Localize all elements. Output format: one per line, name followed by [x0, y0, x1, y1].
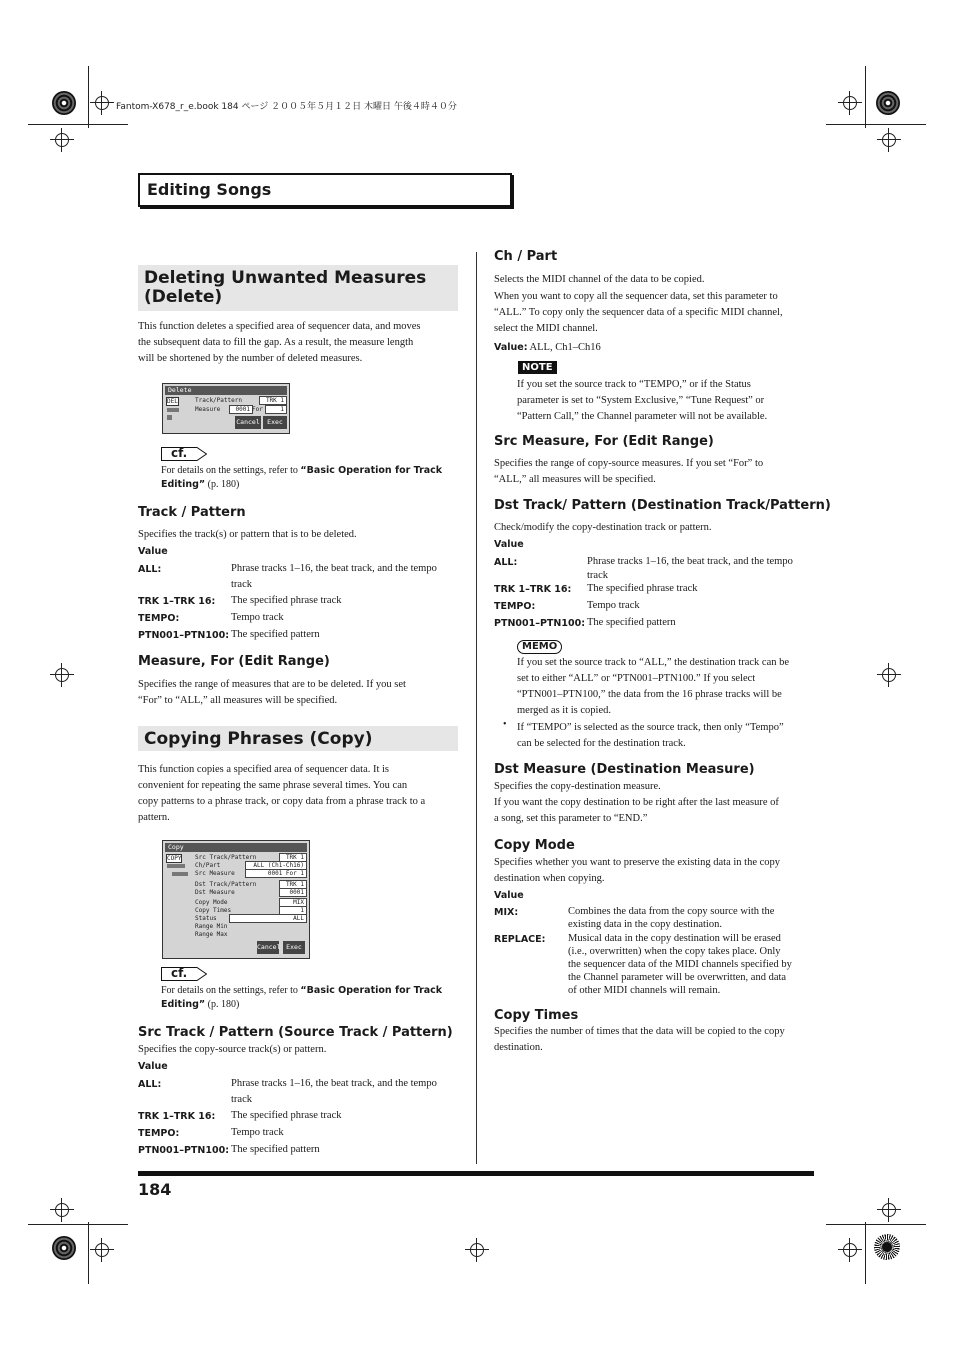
copy-times-heading: Copy Times [494, 1008, 579, 1023]
screen-row-label: Dst Measure [195, 889, 235, 896]
value-key: REPLACE: [494, 934, 546, 945]
text-line: of other MIDI channels will remain. [568, 985, 721, 996]
value-key: TEMPO: [138, 1128, 180, 1139]
text-line: Musical data in the copy destination will be erased [568, 933, 781, 944]
cf-link-text: Editing” [161, 479, 206, 490]
text-line: merged as it is copied. [517, 705, 611, 716]
text-line: If “TEMPO” is selected as the source track, then only “Tempo” [517, 722, 784, 733]
value-key: ALL: [494, 557, 518, 568]
screen-row-label: Track/Pattern [195, 397, 242, 404]
track-pattern-desc: Specifies the track(s) or pattern that is to be deleted. [138, 529, 357, 540]
track-pattern-heading: Track / Pattern [138, 505, 246, 520]
dst-track-desc: Check/modify the copy-destination track or pattern. [494, 522, 712, 533]
registration-mark-icon [55, 668, 69, 682]
registration-mark-icon [843, 1243, 857, 1257]
screen-side-tab [167, 408, 179, 412]
text-line: track [231, 1094, 252, 1105]
text-line: select the MIDI channel. [494, 323, 598, 334]
text-line: “For” to “ALL,” all measures will be specified. [138, 695, 338, 706]
text-line: track [231, 579, 252, 590]
text-line: parameter is set to “System Exclusive,” “Tune Request” or [517, 395, 765, 406]
cf-prefix: For details on the settings, refer to [161, 985, 301, 996]
text-line: “PTN001–PTN100,” the data from the 16 phrase tracks will be [517, 689, 782, 700]
screen-row-label: Src Measure [195, 870, 235, 877]
src-track-desc: Specifies the copy-source track(s) or pattern. [138, 1044, 327, 1055]
value-desc: The specified phrase track [231, 595, 342, 606]
screen-row-label: Status [195, 915, 217, 922]
text-line: Phrase tracks 1–16, the beat track, and the tempo [231, 1078, 437, 1089]
text-line: destination when copying. [494, 873, 605, 884]
heading-line: (Delete) [144, 287, 223, 307]
screen-row-value: 0001 [279, 888, 307, 897]
section-heading-copy [138, 726, 458, 751]
registration-mark-icon [95, 1243, 109, 1257]
screen-title: Delete [165, 386, 287, 395]
text-line: can be selected for the destination track. [517, 738, 686, 749]
text-line: Specifies the range of copy-source measures. If you set “For” to [494, 458, 764, 469]
text-line: the Channel parameter will be overwritten, and data [568, 972, 787, 983]
value-key: TRK 1–TRK 16: [494, 584, 572, 595]
screen-row-value: ALL [229, 914, 307, 923]
registration-disc-icon [52, 1236, 76, 1260]
value-desc [231, 1077, 437, 1107]
registration-mark-icon [882, 1203, 896, 1217]
crop-line [826, 1224, 926, 1225]
text-line: pattern. [138, 812, 170, 823]
copy-times-desc [494, 1024, 816, 1056]
cf-link-text: “Basic Operation for Track [300, 465, 443, 476]
text-line: Phrase tracks 1–16, the beat track, and the tempo [587, 556, 793, 567]
text-line: “ALL.” To copy only the sequencer data of a specific MIDI channel, [494, 307, 783, 318]
mix-desc [568, 905, 818, 931]
screen-exec-button: Exec [283, 941, 305, 954]
crop-line [826, 124, 926, 125]
text-line: a song, set this parameter to “END.” [494, 813, 648, 824]
text-line: “Pattern Call,” the Channel parameter will not be available. [517, 411, 768, 422]
value-desc: Tempo track [231, 612, 284, 623]
screen-exec-button: Exec [263, 416, 287, 429]
heading-line: Deleting Unwanted Measures [144, 268, 427, 288]
dst-measure-desc [494, 779, 816, 827]
section-heading-delete [138, 265, 458, 311]
copy-mode-heading: Copy Mode [494, 838, 575, 853]
bullet-icon: • [503, 719, 507, 730]
text-line: When you want to copy all the sequencer data, set this parameter to [494, 291, 778, 302]
cf-link-text: “Basic Operation for Track [300, 985, 443, 996]
crop-line [28, 124, 128, 125]
crop-line [88, 66, 89, 128]
text-line: convenient for repeating the same phrase several times. You can [138, 780, 408, 791]
dst-track-heading: Dst Track/ Pattern (Destination Track/Pattern) [494, 498, 831, 513]
crop-line [28, 1224, 128, 1225]
value-label: Value: [494, 342, 528, 353]
text-line: This function deletes a specified area of sequencer data, and moves [138, 321, 421, 332]
text-line: existing data in the copy destination. [568, 919, 722, 930]
screen-row-label: Dst Track/Pattern [195, 881, 257, 888]
value-key: MIX: [494, 907, 519, 918]
cf-prefix: For details on the settings, refer to [161, 465, 301, 476]
value-key: TEMPO: [138, 613, 180, 624]
text-line: “ALL,” all measures will be specified. [494, 474, 656, 485]
screen-side-label: COPY [167, 855, 182, 862]
chapter-header [138, 173, 512, 207]
value-desc: The specified pattern [231, 629, 320, 640]
text-line: set to either “ALL” or “PTN001–PTN100.” If you select [517, 673, 756, 684]
copy-intro [138, 762, 460, 826]
value-label: Value [138, 1061, 168, 1072]
screen-side-tab [172, 872, 188, 876]
screen-row-label: Range Min [195, 923, 228, 930]
text-line: This function copies a specified area of sequencer data. It is [138, 764, 390, 775]
replace-desc [568, 932, 818, 997]
screen-row-value: ALL (Ch1-Ch16) [245, 861, 307, 870]
screen-row-value: 1 [265, 405, 287, 414]
text-line: track [587, 570, 608, 581]
delete-intro [138, 319, 460, 367]
memo-bullet-text [517, 720, 817, 752]
value-label: Value [138, 546, 168, 557]
screen-row-label: Copy Mode [195, 899, 228, 906]
crop-line [88, 1222, 89, 1284]
ch-part-heading: Ch / Part [494, 249, 558, 264]
value-desc [587, 555, 817, 583]
screen-row-label: Src Track/Pattern [195, 854, 257, 861]
memo-icon: MEMO [517, 640, 562, 654]
value-desc: Tempo track [587, 600, 640, 611]
registration-mark-icon [55, 1203, 69, 1217]
screen-row-value: MIX [279, 898, 307, 907]
value-key: TRK 1–TRK 16: [138, 596, 216, 607]
footer-rule [138, 1171, 814, 1176]
screen-row-value: 1 [279, 906, 307, 915]
measure-for-heading: Measure, For (Edit Range) [138, 654, 330, 669]
screen-row-value: 0001 [229, 405, 253, 414]
delete-cf-text [161, 464, 461, 492]
cf-page: (p. 180) [205, 999, 240, 1010]
value-desc: Tempo track [231, 1127, 284, 1138]
registration-mark-icon [55, 133, 69, 147]
value-key: TEMPO: [494, 601, 536, 612]
value-desc: The specified pattern [587, 617, 676, 628]
text-line: the sequencer data of the MIDI channels specified by [568, 959, 792, 970]
registration-mark-icon [843, 96, 857, 110]
ch-part-value [494, 337, 601, 355]
screen-row-label: Measure [195, 406, 221, 413]
cf-link-text: Editing” [161, 999, 206, 1010]
registration-disc-icon [876, 91, 900, 115]
value-desc: The specified phrase track [587, 583, 698, 594]
delete-screen-image [162, 383, 290, 434]
cf-label: cf. [171, 446, 188, 460]
value-label: Value [494, 539, 524, 550]
screen-side-label: DEL [167, 398, 178, 405]
cf-label: cf. [171, 966, 188, 980]
crop-line [865, 66, 866, 128]
screen-side-tab [167, 864, 185, 868]
measure-for-desc [138, 677, 406, 709]
cf-page: (p. 180) [205, 479, 240, 490]
note-text [517, 377, 817, 425]
ch-part-desc [494, 272, 816, 337]
text-line: Specifies the range of measures that are to be deleted. If you set [138, 679, 406, 690]
text-line: If you want the copy destination to be right after the last measure of [494, 797, 779, 808]
screen-row-value: TRK 1 [279, 880, 307, 889]
text-line: Specifies the copy-destination measure. [494, 781, 661, 792]
screen-side-tab [167, 415, 172, 420]
screen-row-value: 0001 For 1 [245, 869, 307, 878]
text-line: If you set the source track to “ALL,” the destination track can be [517, 657, 790, 668]
screen-row-label: For [252, 406, 263, 413]
column-divider [476, 252, 477, 1164]
text-line: destination. [494, 1042, 543, 1053]
screen-row-label: Range Max [195, 931, 228, 938]
src-track-heading: Src Track / Pattern (Source Track / Pattern) [138, 1025, 453, 1040]
value-key: ALL: [138, 1079, 162, 1090]
registration-mark-icon [95, 96, 109, 110]
text-line: Combines the data from the copy source with the [568, 906, 775, 917]
cf-reference-icon [161, 967, 207, 981]
src-measure-desc [494, 456, 816, 488]
screen-row-value: TRK 1 [259, 396, 287, 405]
text-line: copy patterns to a phrase track, or copy data from a phrase track to a [138, 796, 426, 807]
value-key: PTN001–PTN100: [494, 618, 585, 629]
print-slug: Fantom-X678_r_e.book 184 ページ ２００５年５月１２日 木曜日 午後４時４０分 [116, 102, 457, 112]
text-line: If you set the source track to “TEMPO,” or if the Status [517, 379, 751, 390]
screen-cancel-button: Cancel [235, 416, 261, 429]
value-key: PTN001–PTN100: [138, 630, 229, 641]
chapter-title: Editing Songs [147, 180, 272, 199]
text-line: Specifies the number of times that the data will be copied to the copy [494, 1026, 785, 1037]
copy-cf-text [161, 984, 461, 1012]
registration-mark-icon [882, 133, 896, 147]
registration-disc-icon [874, 1234, 900, 1260]
value-label: Value [494, 890, 524, 901]
value-desc: The specified phrase track [231, 1110, 342, 1121]
text-line: the subsequent data to fill the gap. As a result, the measure length [138, 337, 414, 348]
text-line: Selects the MIDI channel of the data to be copied. [494, 274, 705, 285]
value-desc [231, 562, 437, 592]
screen-title: Copy [165, 843, 307, 852]
registration-disc-icon [52, 91, 76, 115]
text-line: Specifies whether you want to preserve the existing data in the copy [494, 857, 781, 868]
note-icon: NOTE [518, 361, 557, 374]
heading-line: Copying Phrases (Copy) [144, 729, 373, 749]
src-measure-heading: Src Measure, For (Edit Range) [494, 434, 714, 449]
memo-text [517, 655, 817, 719]
value-key: PTN001–PTN100: [138, 1145, 229, 1156]
value-text: ALL, Ch1–Ch16 [527, 342, 601, 353]
screen-cancel-button: Cancel [257, 941, 279, 954]
text-line: will be shortened by the number of deleted measures. [138, 353, 363, 364]
value-key: ALL: [138, 564, 162, 575]
text-line: Phrase tracks 1–16, the beat track, and the tempo [231, 563, 437, 574]
value-key: TRK 1–TRK 16: [138, 1111, 216, 1122]
value-desc: The specified pattern [231, 1144, 320, 1155]
page-number: 184 [138, 1180, 172, 1199]
copy-mode-desc [494, 855, 816, 887]
registration-mark-icon [470, 1243, 484, 1257]
registration-mark-icon [882, 668, 896, 682]
screen-row-value: TRK 1 [279, 853, 307, 862]
dst-measure-heading: Dst Measure (Destination Measure) [494, 762, 755, 777]
copy-screen-image [162, 840, 310, 959]
screen-row-label: Ch/Part [195, 862, 221, 869]
cf-reference-icon [161, 447, 207, 461]
screen-row-label: Copy Times [195, 907, 232, 914]
crop-line [865, 1222, 866, 1284]
text-line: (i.e., overwritten) when the copy takes place. Only [568, 946, 781, 957]
